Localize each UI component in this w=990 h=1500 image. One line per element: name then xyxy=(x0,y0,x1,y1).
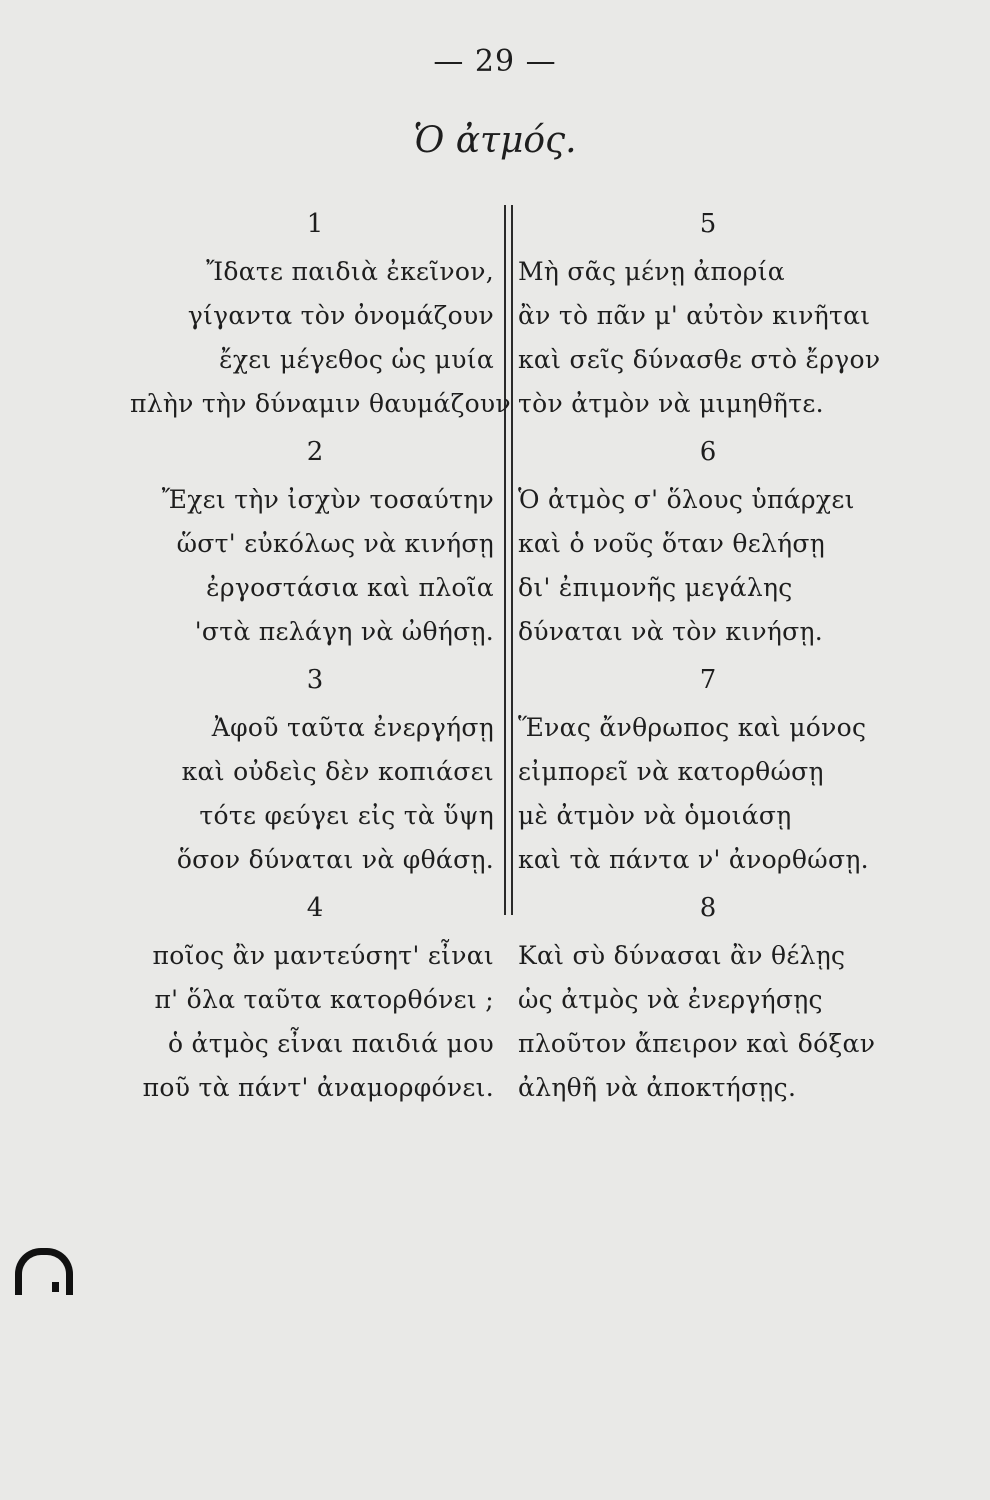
verse-line: ἔχει μέγεθος ὡς μυία xyxy=(219,345,494,374)
verse-line: Ἴδατε παιδιὰ ἐκεῖνον, xyxy=(206,257,494,286)
ink-mark-stem xyxy=(15,1282,22,1294)
stanza xyxy=(518,198,881,426)
ink-mark-stem xyxy=(52,1282,59,1292)
verse-line: δύναται νὰ τὸν κινήσῃ. xyxy=(518,617,824,646)
verse-line: ἐργοστάσια καὶ πλοῖα xyxy=(206,573,494,602)
column-divider xyxy=(504,205,506,915)
verse-line: πλοῦτον ἄπειρον καὶ δόξαν xyxy=(518,1029,876,1058)
verse-line: ποῖος ἂν μαντεύσητ' εἶναι xyxy=(152,941,494,970)
stanza-number: 1 xyxy=(306,209,324,239)
verse-line: τότε φεύγει εἰς τὰ ὕψη xyxy=(199,801,494,830)
stanza xyxy=(518,654,878,882)
verse-line: ὡς ἀτμὸς νὰ ἐνεργήσῃς xyxy=(518,985,823,1014)
stanza xyxy=(130,426,500,654)
stanza-number: 6 xyxy=(699,437,717,467)
verse-line: π' ὅλα ταῦτα κατορθόνει ; xyxy=(154,985,494,1014)
verse-line: Ἕνας ἄνθρωπος καὶ μόνος xyxy=(518,713,867,742)
verse-line: 'στὰ πελάγη νὰ ὠθήσῃ. xyxy=(194,617,494,646)
stanza xyxy=(130,882,500,1110)
verse-line: ἀληθῆ νὰ ἀποκτήσῃς. xyxy=(518,1073,797,1102)
stanza xyxy=(518,426,878,654)
verse-line: πλὴν τὴν δύναμιν θαυμάζουν xyxy=(130,389,511,418)
stanza-number: 7 xyxy=(699,665,717,695)
verse-line: τὸν ἀτμὸν νὰ μιμηθῆτε. xyxy=(518,389,824,418)
stanza xyxy=(130,654,500,882)
verse-line: ὥστ' εὐκόλως νὰ κινήσῃ xyxy=(176,529,494,558)
verse-line: Μὴ σᾶς μένῃ ἀπορία xyxy=(518,257,785,286)
ink-mark-arc xyxy=(15,1248,73,1295)
verse-line: καὶ ὁ νοῦς ὅταν θελήσῃ xyxy=(518,529,826,558)
verse-line: καὶ σεῖς δύνασθε στὸ ἔργον xyxy=(518,345,881,374)
stanza-number: 5 xyxy=(699,209,717,239)
right-column xyxy=(518,198,881,1110)
verse-line: Ὁ ἀτμὸς σ' ὅλους ὑπάρχει xyxy=(518,485,855,514)
stanza-number: 4 xyxy=(306,893,324,923)
left-column xyxy=(130,198,511,1110)
verse-line: δι' ἐπιμονῆς μεγάλης xyxy=(518,573,793,602)
verse-line: ἂν τὸ πᾶν μ' αὐτὸν κινῆται xyxy=(518,301,871,330)
verse-line: εἰμπορεῖ νὰ κατορθώσῃ xyxy=(518,757,824,786)
verse-line: Ἔχει τὴν ἰσχὺν τοσαύτην xyxy=(161,485,494,514)
verse-line: καὶ οὐδεὶς δὲν κοπιάσει xyxy=(181,757,494,786)
verse-line: ὅσον δύναται νὰ φθάσῃ. xyxy=(176,845,494,874)
poem-title: Ὁ ἀτμός. xyxy=(413,120,577,161)
stanza-number: 3 xyxy=(306,665,324,695)
verse-line: ποῦ τὰ πάντ' ἀναμορφόνει. xyxy=(142,1073,494,1102)
verse-line: μὲ ἀτμὸν νὰ ὁμοιάσῃ xyxy=(518,801,792,830)
column-divider xyxy=(511,205,513,915)
verse-line: Ἀφοῦ ταῦτα ἐνεργήσῃ xyxy=(211,713,494,742)
stanza xyxy=(518,882,878,1110)
stanza-number: 2 xyxy=(306,437,324,467)
verse-line: καὶ τὰ πάντα ν' ἀνορθώσῃ. xyxy=(518,845,869,874)
verse-line: Καὶ σὺ δύνασαι ἂν θέλῃς xyxy=(518,941,846,970)
stanza xyxy=(130,198,511,426)
page-number: — 29 — xyxy=(433,44,557,79)
verse-line: ὁ ἀτμὸς εἶναι παιδιά μου xyxy=(167,1029,494,1058)
stanza-number: 8 xyxy=(699,893,717,923)
verse-line: γίγαντα τὸν ὀνομάζουν xyxy=(187,301,494,330)
